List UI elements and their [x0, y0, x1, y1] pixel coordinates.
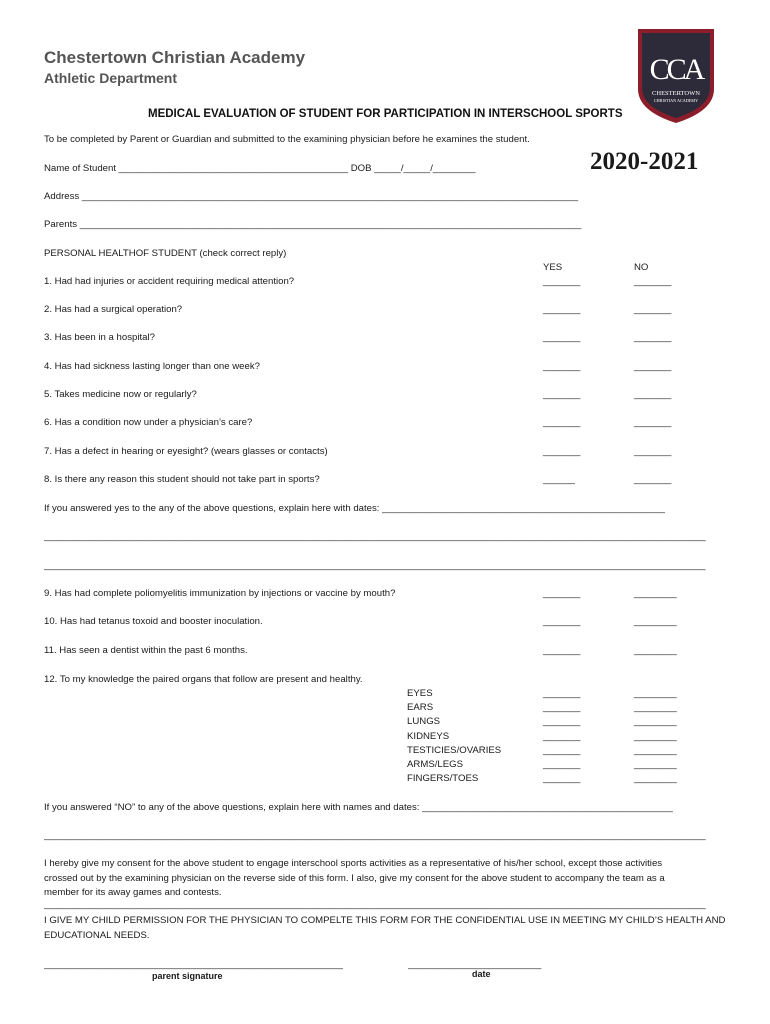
question-4-no[interactable]: _______: [634, 361, 672, 372]
logo-subtitle-1: CHESTERTOWN: [652, 90, 700, 97]
question-11-yes[interactable]: _______: [543, 645, 581, 656]
question-6: 6. Has a condition now under a physician’s care?: [44, 417, 253, 428]
logo-monogram: CCA: [649, 53, 703, 86]
explain-yes-line-2[interactable]: ____________________________________________________________________________________________________________________________: [44, 560, 706, 571]
question-5-yes[interactable]: _______: [543, 389, 581, 400]
question-3-yes[interactable]: _______: [543, 332, 581, 343]
organ-arms-legs-yes[interactable]: _______: [543, 759, 581, 770]
explain-no-field[interactable]: If you answered “NO” to any of the above questions, explain here with names and dates: _______________________________________________: [44, 802, 673, 813]
organ-kidneys: KIDNEYS: [407, 731, 450, 742]
question-5: 5. Takes medicine now or regularly?: [44, 389, 197, 400]
organ-arms-legs: ARMS/LEGS: [407, 759, 463, 770]
column-yes-header: YES: [543, 262, 563, 273]
question-1-no[interactable]: _______: [634, 276, 672, 287]
parent-signature-field[interactable]: ________________________________________________________: [44, 959, 343, 970]
question-10-yes[interactable]: _______: [543, 616, 581, 627]
organ-lungs-no[interactable]: ________: [634, 716, 677, 727]
organ-kidneys-yes[interactable]: _______: [543, 731, 581, 742]
organ-eyes-yes[interactable]: _______: [543, 688, 581, 699]
column-no-header: NO: [634, 262, 649, 273]
question-6-yes[interactable]: _______: [543, 417, 581, 428]
question-1-yes[interactable]: _______: [543, 276, 581, 287]
section-heading: PERSONAL HEALTHOF STUDENT (check correct reply): [44, 248, 287, 259]
organ-kidneys-no[interactable]: ________: [634, 731, 677, 742]
permission-text-line-1: I GIVE MY CHILD PERMISSION FOR THE PHYSICIAN TO COMPELTE THIS FORM FOR THE CONFIDENTIAL USE IN MEETING MY CHILD’S HEALTH AND: [44, 915, 726, 926]
question-6-no[interactable]: _______: [634, 417, 672, 428]
form-title: MEDICAL EVALUATION OF STUDENT FOR PARTICIPATION IN INTERSCHOOL SPORTS: [148, 108, 623, 120]
question-9-yes[interactable]: _______: [543, 588, 581, 599]
question-2: 2. Has had a surgical operation?: [44, 304, 183, 315]
question-2-no[interactable]: _______: [634, 304, 672, 315]
question-10: 10. Has had tetanus toxoid and booster inoculation.: [44, 616, 263, 627]
explain-yes-line-1[interactable]: ____________________________________________________________________________________________________________________________: [44, 531, 706, 542]
organ-eyes: EYES: [407, 688, 433, 699]
consent-text-line-2: crossed out by the examining physician on the reverse side of this form. I also, give my consent for the above student to accompany the team as a: [44, 873, 665, 884]
question-12: 12. To my knowledge the paired organs that follow are present and healthy.: [44, 674, 363, 685]
question-3: 3. Has been in a hospital?: [44, 332, 155, 343]
question-9-no[interactable]: ________: [634, 588, 677, 599]
consent-text-line-1: I hereby give my consent for the above student to engage interschool sports activities as a representative of his/her school, except those activities: [44, 858, 663, 869]
question-2-yes[interactable]: _______: [543, 304, 581, 315]
organ-lungs: LUNGS: [407, 716, 441, 727]
question-5-no[interactable]: _______: [634, 389, 672, 400]
organ-fingers-toes-yes[interactable]: _______: [543, 773, 581, 784]
explain-yes-field[interactable]: If you answered yes to the any of the above questions, explain here with dates: _____________________________________________________: [44, 503, 665, 514]
question-4: 4. Has had sickness lasting longer than one week?: [44, 361, 260, 372]
organ-ears-yes[interactable]: _______: [543, 702, 581, 713]
consent-text-line-3: member for its away games and contests.: [44, 887, 222, 898]
organ-ears: EARS: [407, 702, 434, 713]
organ-eyes-no[interactable]: ________: [634, 688, 677, 699]
question-7-yes[interactable]: _______: [543, 446, 581, 457]
organ-testicles-ovaries: TESTICIES/OVARIES: [407, 745, 502, 756]
school-name: Chestertown Christian Academy: [44, 48, 306, 67]
school-logo: [636, 25, 716, 125]
parent-signature-label: parent signature: [152, 971, 223, 981]
question-3-no[interactable]: _______: [634, 332, 672, 343]
explain-no-line[interactable]: ____________________________________________________________________________________________________________________________: [44, 830, 706, 841]
date-field[interactable]: _________________________: [408, 959, 542, 970]
question-7: 7. Has a defect in hearing or eyesight? (wears glasses or contacts): [44, 446, 328, 457]
logo-subtitle-2: CHRISTIAN ACADEMY: [653, 98, 699, 103]
question-8-no[interactable]: _______: [634, 474, 672, 485]
question-11: 11. Has seen a dentist within the past 6 months.: [44, 645, 248, 656]
organ-testicles-ovaries-yes[interactable]: _______: [543, 745, 581, 756]
parents-field[interactable]: Parents ______________________________________________________________________________________________: [44, 219, 582, 230]
question-1: 1. Had had injuries or accident requiring medical attention?: [44, 276, 295, 287]
department-name: Athletic Department: [44, 70, 178, 86]
organ-arms-legs-no[interactable]: ________: [634, 759, 677, 770]
question-10-no[interactable]: ________: [634, 616, 677, 627]
question-9: 9. Has had complete poliomyelitis immunization by injections or vaccine by mouth?: [44, 588, 396, 599]
question-8: 8. Is there any reason this student should not take part in sports?: [44, 474, 320, 485]
form-instructions: To be completed by Parent or Guardian and submitted to the examining physician before he examines the student.: [44, 134, 530, 145]
organ-testicles-ovaries-no[interactable]: ________: [634, 745, 677, 756]
question-4-yes[interactable]: _______: [543, 361, 581, 372]
consent-separator-line: ____________________________________________________________________________________________________________________________: [44, 899, 706, 910]
organ-lungs-yes[interactable]: _______: [543, 716, 581, 727]
school-year: 2020-2021: [590, 148, 699, 175]
organ-fingers-toes: FINGERS/TOES: [407, 773, 479, 784]
permission-text-line-2: EDUCATIONAL NEEDS.: [44, 930, 150, 941]
address-field[interactable]: Address _____________________________________________________________________________________________: [44, 191, 579, 202]
question-7-no[interactable]: _______: [634, 446, 672, 457]
date-label: date: [472, 969, 491, 979]
question-8-yes[interactable]: ______: [543, 474, 576, 485]
question-11-no[interactable]: ________: [634, 645, 677, 656]
organ-ears-no[interactable]: ________: [634, 702, 677, 713]
organ-fingers-toes-no[interactable]: ________: [634, 773, 677, 784]
student-name-dob-field[interactable]: Name of Student ___________________________________________ DOB _____/_____/________: [44, 163, 476, 174]
